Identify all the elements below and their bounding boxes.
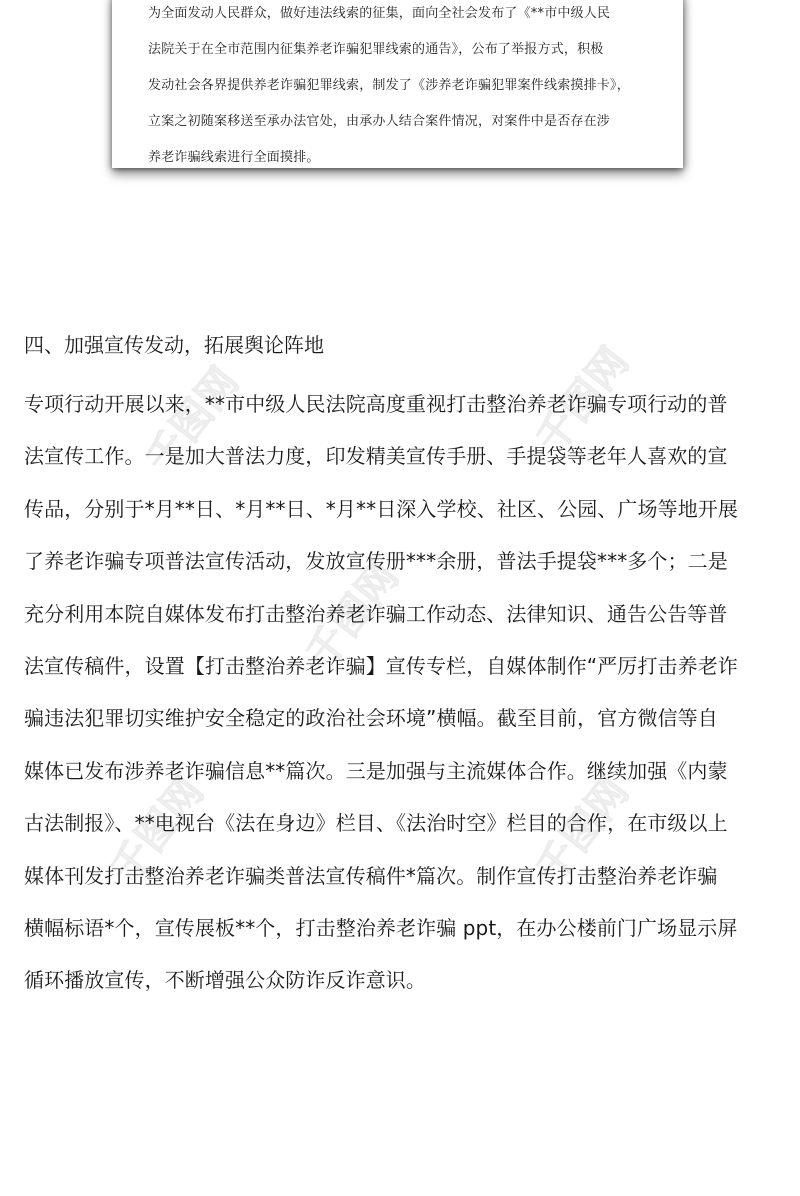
card-text-line: 发动社会各界提供养老诈骗犯罪线索，制发了《涉养老诈骗犯罪案件线索摸排卡》， (148, 78, 630, 93)
card-text-line: 养老诈骗线索进行全面摸排。 (148, 150, 320, 165)
body-text-line: 专项行动开展以来，**市中级人民法院高度重视打击整治养老诈骗专项行动的普 (24, 392, 728, 416)
body-text-line: 法宣传稿件，设置【打击整治养老诈骗】宣传专栏，自媒体制作“严厉打击养老诈 (24, 653, 738, 678)
card-text-line: 立案之初随案移送至承办法官处，由承办人结合案件情况，对案件中是否存在涉 (148, 114, 611, 129)
card-text-line: 法院关于在全市范围内征集养老诈骗犯罪线索的通告》，公布了举报方式，积极 (148, 42, 604, 57)
watermark-text: 千图网 (527, 339, 638, 463)
body-text-line: 充分利用本院自媒体发布打击整治养老诈骗工作动态、法律知识、通告公告等普 (24, 601, 728, 626)
body-text-line: 媒体刊发打击整治养老诈骗类普法宣传稿件*篇次。制作宣传打击整治养老诈骗 (24, 863, 718, 888)
body-text-line: 骗违法犯罪切实维护安全稳定的政治社会环境”横幅。截至目前，官方微信等自 (24, 706, 718, 731)
watermark-text: 千图网 (102, 769, 213, 893)
body-text-line: 传品，分别于*月**日、*月**日、*月**日深入学校、社区、公园、广场等地开展 (24, 496, 738, 521)
body-text-line: 媒体已发布涉养老诈骗信息**篇次。三是加强与主流媒体合作。继续加强《内蒙 (24, 758, 728, 783)
watermark-text: 千图网 (297, 554, 408, 678)
quoted-text-card (112, 0, 683, 168)
body-text-line: 法宣传工作。一是加大普法力度，印发精美宣传手册、手提袋等老年人喜欢的宣 (24, 444, 728, 469)
watermark-text: 千图网 (527, 769, 638, 893)
section-body-paragraph (24, 378, 784, 1007)
section-heading: 四、加强宣传发动，拓展舆论阵地 (24, 333, 324, 357)
watermark-text: 千图网 (137, 359, 248, 483)
body-text-line: 古法制报》、**电视台《法在身边》栏目、《法治时空》栏目的合作，在市级以上 (24, 811, 728, 836)
card-text-line: 为全面发动人民群众，做好违法线索的征集，面向全社会发布了《**市中级人民 (148, 6, 611, 21)
body-text-line: 循环播放宣传，不断增强公众防诈反诈意识。 (24, 968, 426, 993)
body-text-line: 横幅标语*个，宣传展板**个，打击整治养老诈骗 ppt，在办公楼前门广场显示屏 (24, 915, 738, 940)
body-text-line: 了养老诈骗专项普法宣传活动，发放宣传册***余册，普法手提袋***多个；二是 (24, 549, 728, 574)
